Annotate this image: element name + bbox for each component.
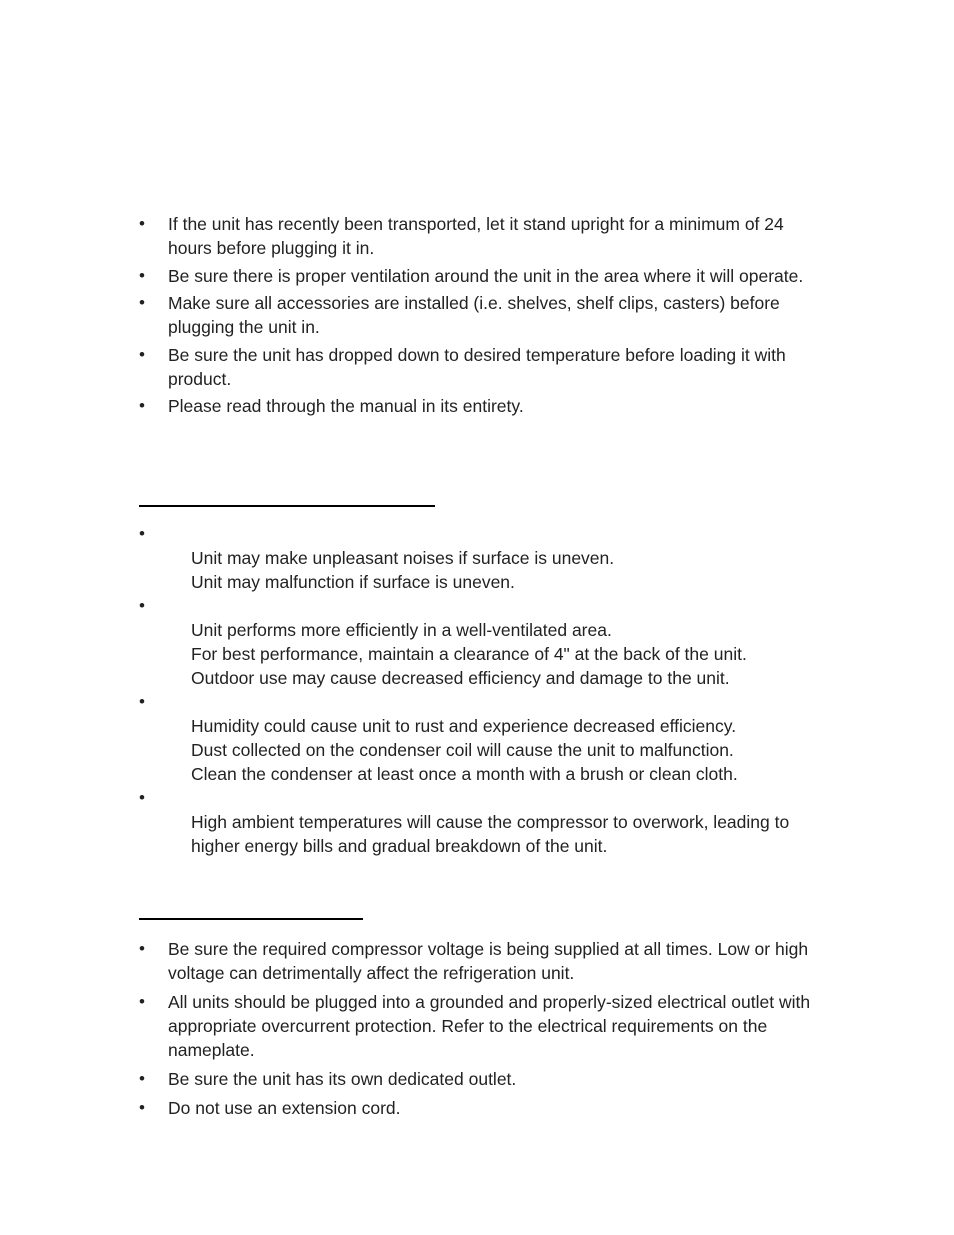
bullet-icon: • xyxy=(139,596,145,615)
list-item-text: Be sure the unit has its own dedicated outlet. xyxy=(168,1069,517,1089)
electrical-section xyxy=(139,937,819,1124)
list-item xyxy=(139,1067,819,1091)
list-item-text: Please read through the manual in its entirety. xyxy=(168,396,524,416)
list-item xyxy=(139,264,819,288)
list-item xyxy=(139,594,819,690)
installation-tips-section xyxy=(139,212,819,422)
bullet-icon: • xyxy=(139,692,145,711)
electrical-list xyxy=(139,937,819,1120)
bullet-icon: • xyxy=(139,344,145,364)
bullet-icon: • xyxy=(139,939,145,958)
list-item-line: Outdoor use may cause decreased efficiency and damage to the unit. xyxy=(191,668,730,688)
location-section xyxy=(139,522,819,858)
list-item-line: High ambient temperatures will cause the compressor to overwork, leading to higher energy bills and gradual breakdown of the unit. xyxy=(191,812,790,856)
bullet-icon: • xyxy=(139,214,145,233)
list-item-line: Humidity could cause unit to rust and experience decreased efficiency. xyxy=(191,716,737,736)
list-item-text: Do not use an extension cord. xyxy=(168,1098,401,1118)
bullet-icon: • xyxy=(139,293,145,312)
list-item-text: Be sure the required compressor voltage is being supplied at all times. Low or high voltage can detrimentally affect the refrigeration unit. xyxy=(168,939,809,983)
list-item xyxy=(139,937,819,985)
list-item-text: Be sure there is proper ventilation around the unit in the area where it will operate. xyxy=(168,265,804,286)
list-item-line: Unit performs more efficiently in a well-ventilated area. xyxy=(191,620,612,640)
list-item xyxy=(139,212,819,260)
bullet-icon: • xyxy=(139,788,145,807)
list-item xyxy=(139,291,819,339)
list-item-text: If the unit has recently been transported, let it stand upright for a minimum of 24 hours before plugging it in. xyxy=(168,214,784,258)
list-item-text: Make sure all accessories are installed (i.e. shelves, shelf clips, casters) before plugging the unit in. xyxy=(168,293,780,337)
bullet-icon: • xyxy=(139,265,145,285)
list-item xyxy=(139,990,819,1062)
list-item-text: All units should be plugged into a grounded and properly-sized electrical outlet with appropriate overcurrent protection. Refer to the electrical requirements on the nameplate. xyxy=(168,992,811,1060)
list-item-line: Unit may make unpleasant noises if surface is uneven. xyxy=(191,548,615,568)
installation-tips-list xyxy=(139,212,819,418)
list-item xyxy=(139,690,819,786)
list-item-line: Unit may malfunction if surface is uneven. xyxy=(191,572,515,592)
bullet-icon: • xyxy=(139,396,145,415)
list-item-line: For best performance, maintain a clearance of 4" at the back of the unit. xyxy=(191,644,747,664)
bullet-icon: • xyxy=(139,1069,145,1088)
bullet-icon: • xyxy=(139,524,145,543)
section-divider xyxy=(139,505,435,507)
bullet-icon: • xyxy=(139,1098,145,1117)
list-item-text: Be sure the unit has dropped down to desired temperature before loading it with product. xyxy=(168,344,786,389)
list-item-line: Dust collected on the condenser coil will cause the unit to malfunction. xyxy=(191,740,734,760)
list-item xyxy=(139,786,819,858)
list-item-line: Clean the condenser at least once a month with a brush or clean cloth. xyxy=(191,764,738,784)
list-item xyxy=(139,1096,819,1120)
bullet-icon: • xyxy=(139,992,145,1011)
section-divider xyxy=(139,918,363,920)
list-item xyxy=(139,522,819,594)
list-item xyxy=(139,394,819,418)
list-item xyxy=(139,343,819,391)
